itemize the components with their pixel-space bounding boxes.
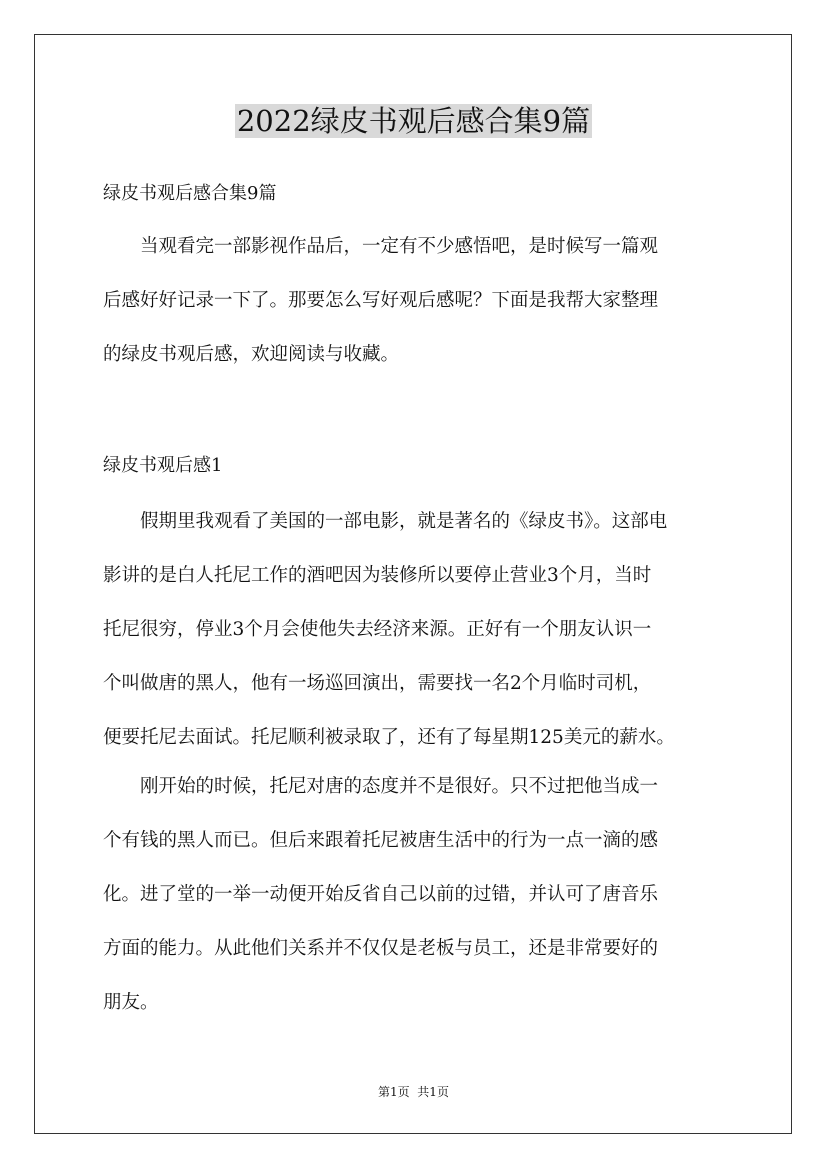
document-subtitle: 绿皮书观后感合集9篇 bbox=[103, 183, 277, 204]
paragraph-line: 后感好好记录一下了。那要怎么写好观后感呢？下面是我帮大家整理 bbox=[103, 290, 659, 311]
intro-paragraph bbox=[103, 220, 727, 382]
paragraph-line: 方面的能力。从此他们关系并不仅仅是老板与员工，还是非常要好的 bbox=[103, 938, 659, 959]
document-title-text: 2022绿皮书观后感合集9篇 bbox=[236, 104, 591, 138]
paragraph-line: 假期里我观看了美国的一部电影，就是著名的《绿皮书》。这部电 bbox=[140, 511, 668, 532]
paragraph-line: 个有钱的黑人而已。但后来跟着托尼被唐生活中的行为一点一滴的感 bbox=[103, 830, 659, 851]
paragraph-line: 个叫做唐的黑人，他有一场巡回演出，需要找一名2个月临时司机， bbox=[103, 673, 652, 694]
paragraph-line: 便要托尼去面试。托尼顺利被录取了，还有了每星期125美元的薪水。 bbox=[103, 727, 675, 748]
paragraph-line: 的绿皮书观后感，欢迎阅读与收藏。 bbox=[103, 344, 400, 365]
section-title: 绿皮书观后感1 bbox=[103, 455, 223, 476]
paragraph-line: 朋友。 bbox=[103, 992, 159, 1013]
paragraph-line: 影讲的是白人托尼工作的酒吧因为装修所以要停止营业3个月，当时 bbox=[103, 565, 652, 586]
paragraph-line: 刚开始的时候，托尼对唐的态度并不是很好。只不过把他当成一 bbox=[140, 776, 659, 797]
page-footer: 第1页 共1页 bbox=[378, 1085, 449, 1099]
paragraph-line: 托尼很穷，停业3个月会使他失去经济来源。正好有一个朋友认识一 bbox=[103, 619, 652, 640]
paragraph-line: 化。进了堂的一举一动便开始反省自己以前的过错，并认可了唐音乐 bbox=[103, 884, 659, 905]
section-1-paragraph-1 bbox=[103, 495, 727, 765]
section-1-paragraph-2 bbox=[103, 760, 727, 1030]
document-title bbox=[0, 101, 827, 141]
paragraph-line: 当观看完一部影视作品后，一定有不少感悟吧，是时候写一篇观 bbox=[140, 236, 659, 257]
